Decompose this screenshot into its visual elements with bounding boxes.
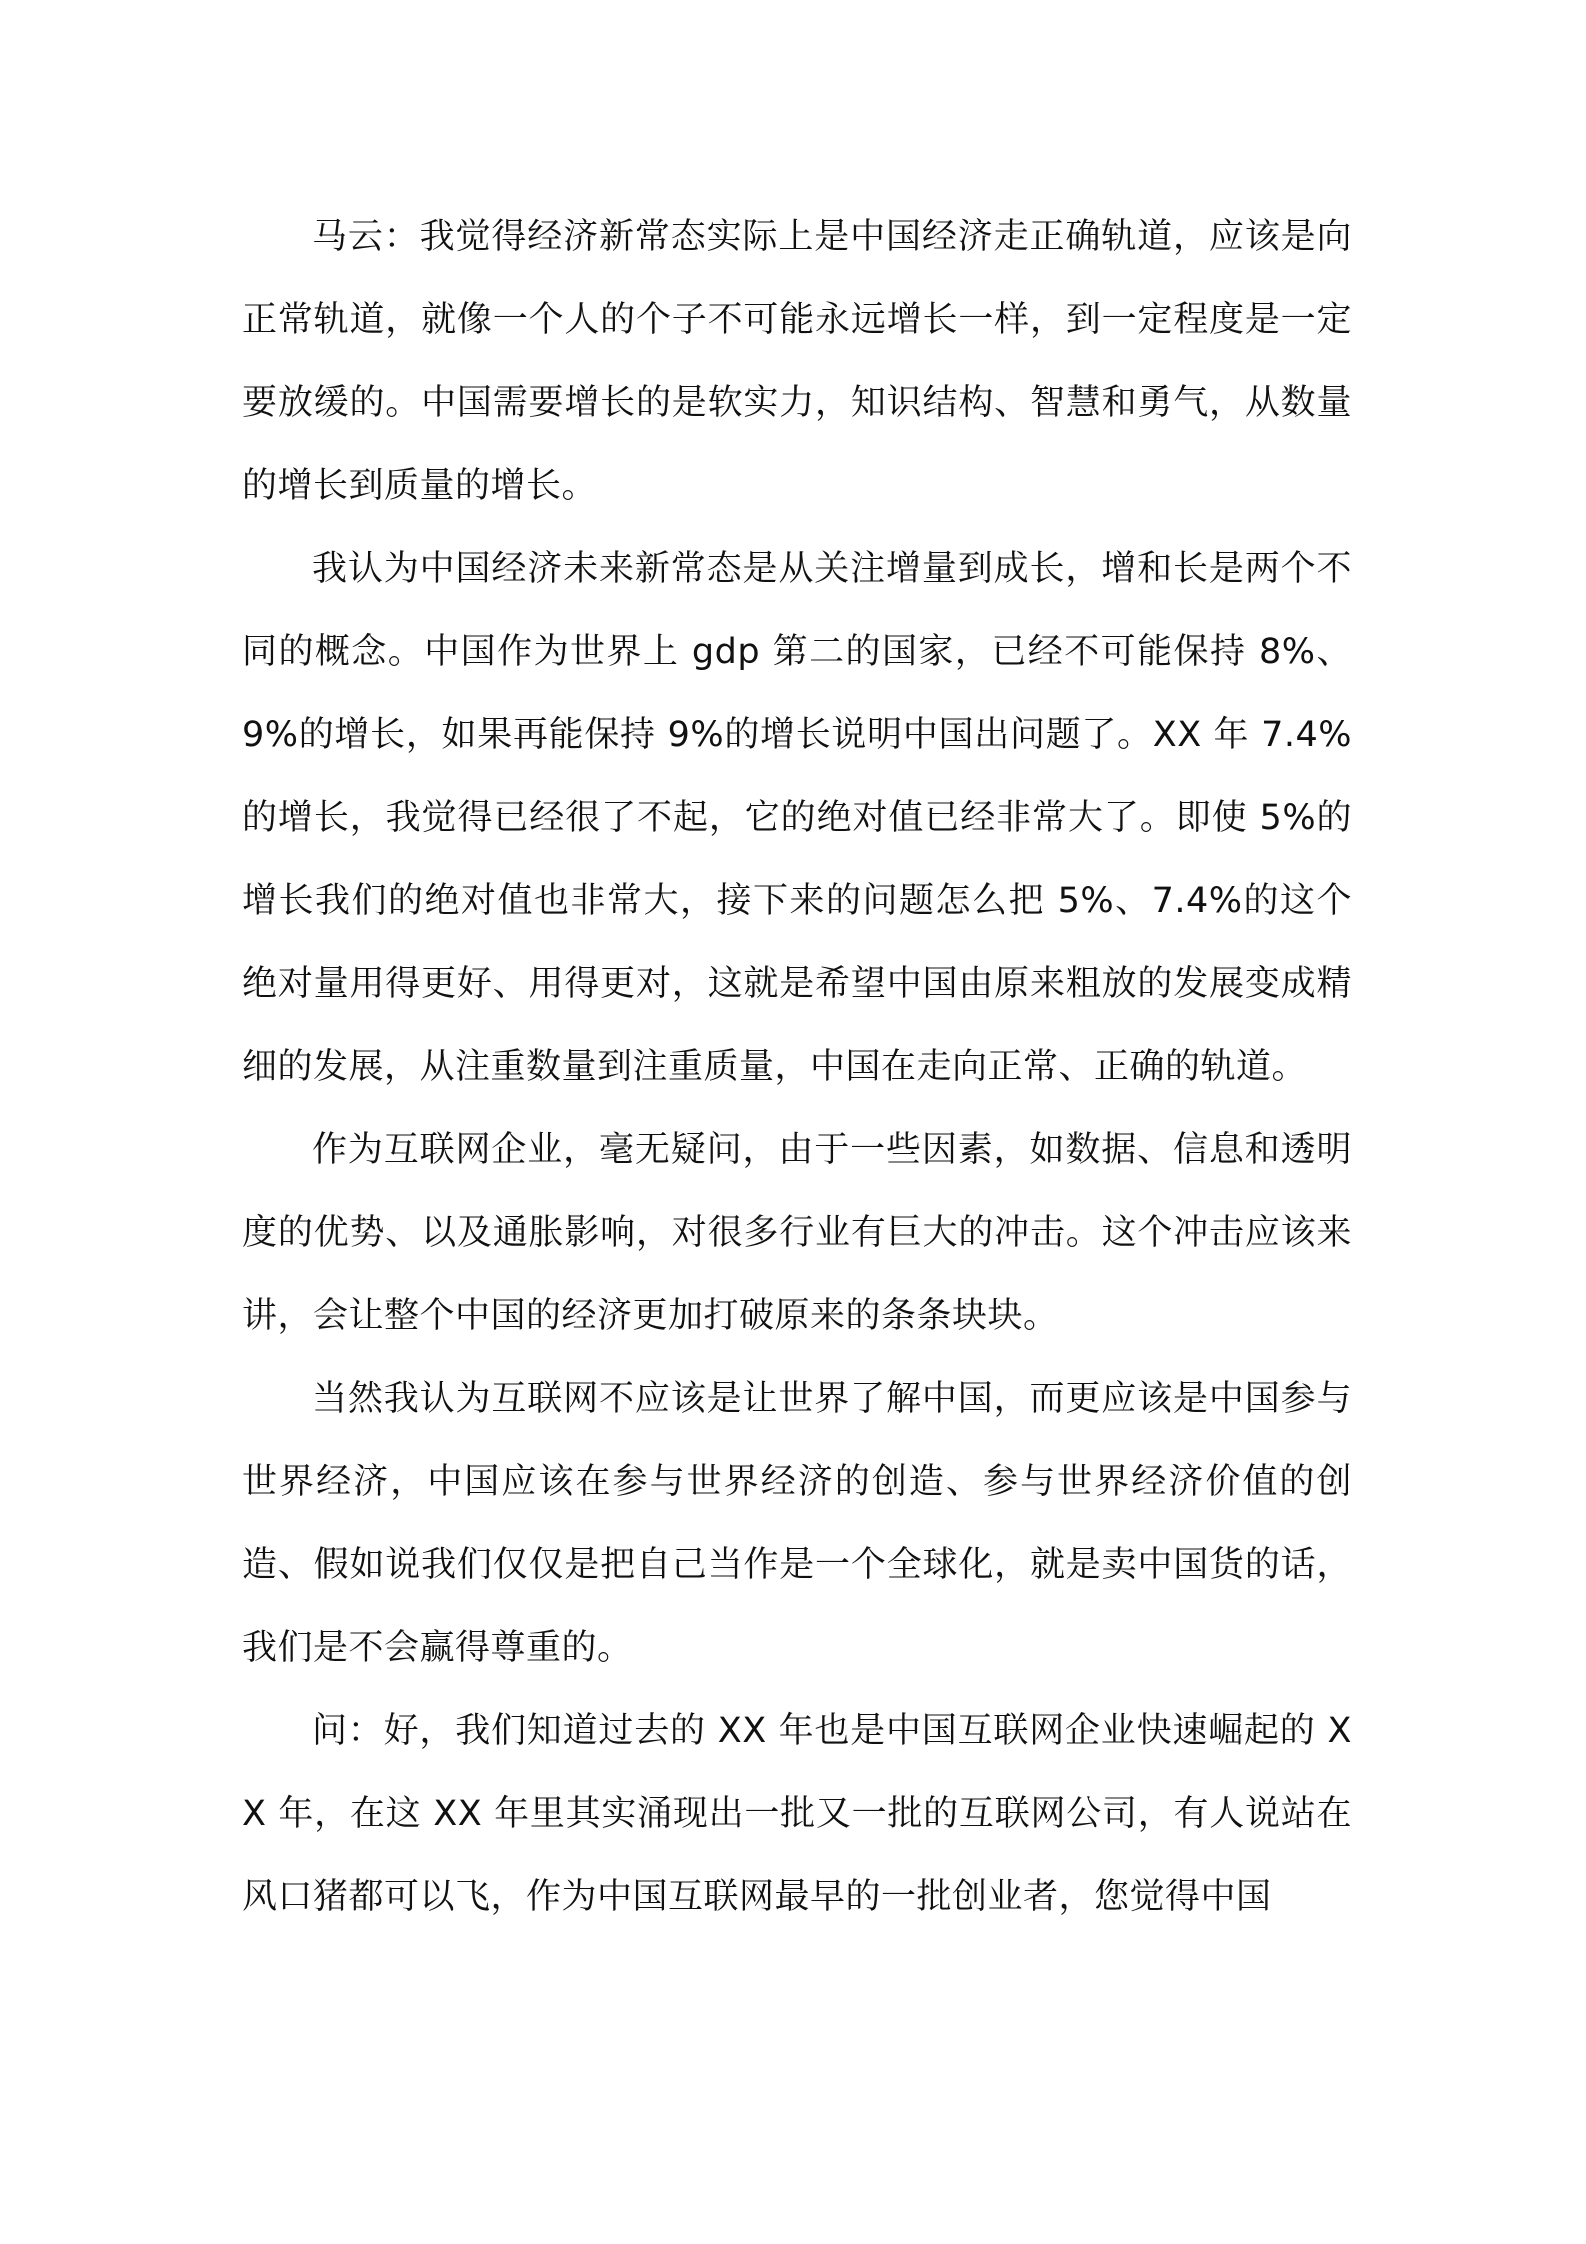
paragraph-5: 问：好，我们知道过去的 XX 年也是中国互联网企业快速崛起的 XX 年，在这 XX 年里其实涌现出一批又一批的互联网公司，有人说站在风口猪都可以飞，作为中国互联网最早的一批创业者，您觉得中国	[242, 1711, 1352, 1917]
paragraph-4: 当然我认为互联网不应该是让世界了解中国，而更应该是中国参与世界经济，中国应该在参与世界经济的创造、参与世界经济价值的创造、假如说我们仅仅是把自己当作是一个全球化，就是卖中国货的话，我们是不会赢得尊重的。	[242, 1379, 1352, 1668]
paragraph-2: 我认为中国经济未来新常态是从关注增量到成长，增和长是两个不同的概念。中国作为世界上 gdp 第二的国家，已经不可能保持 8%、9%的增长，如果再能保持 9%的增长说明中国出问题了。XX 年 7.4%的增长，我觉得已经很了不起，它的绝对值已经非常大了。即使 5%的增长我们的绝对值也非常大，接下来的问题怎么把 5%、7.4%的这个绝对量用得更好、用得更对，这就是希望中国由原来粗放的发展变成精细的发展，从注重数量到注重质量，中国在走向正常、正确的轨道。	[242, 549, 1352, 1087]
document-page	[242, 196, 1352, 1939]
paragraph-1: 马云：我觉得经济新常态实际上是中国经济走正确轨道，应该是向正常轨道，就像一个人的个子不可能永远增长一样，到一定程度是一定要放缓的。中国需要增长的是软实力，知识结构、智慧和勇气，从数量的增长到质量的增长。	[242, 217, 1352, 506]
paragraph-3: 作为互联网企业，毫无疑问，由于一些因素，如数据、信息和透明度的优势、以及通胀影响，对很多行业有巨大的冲击。这个冲击应该来讲，会让整个中国的经济更加打破原来的条条块块。	[242, 1130, 1352, 1336]
